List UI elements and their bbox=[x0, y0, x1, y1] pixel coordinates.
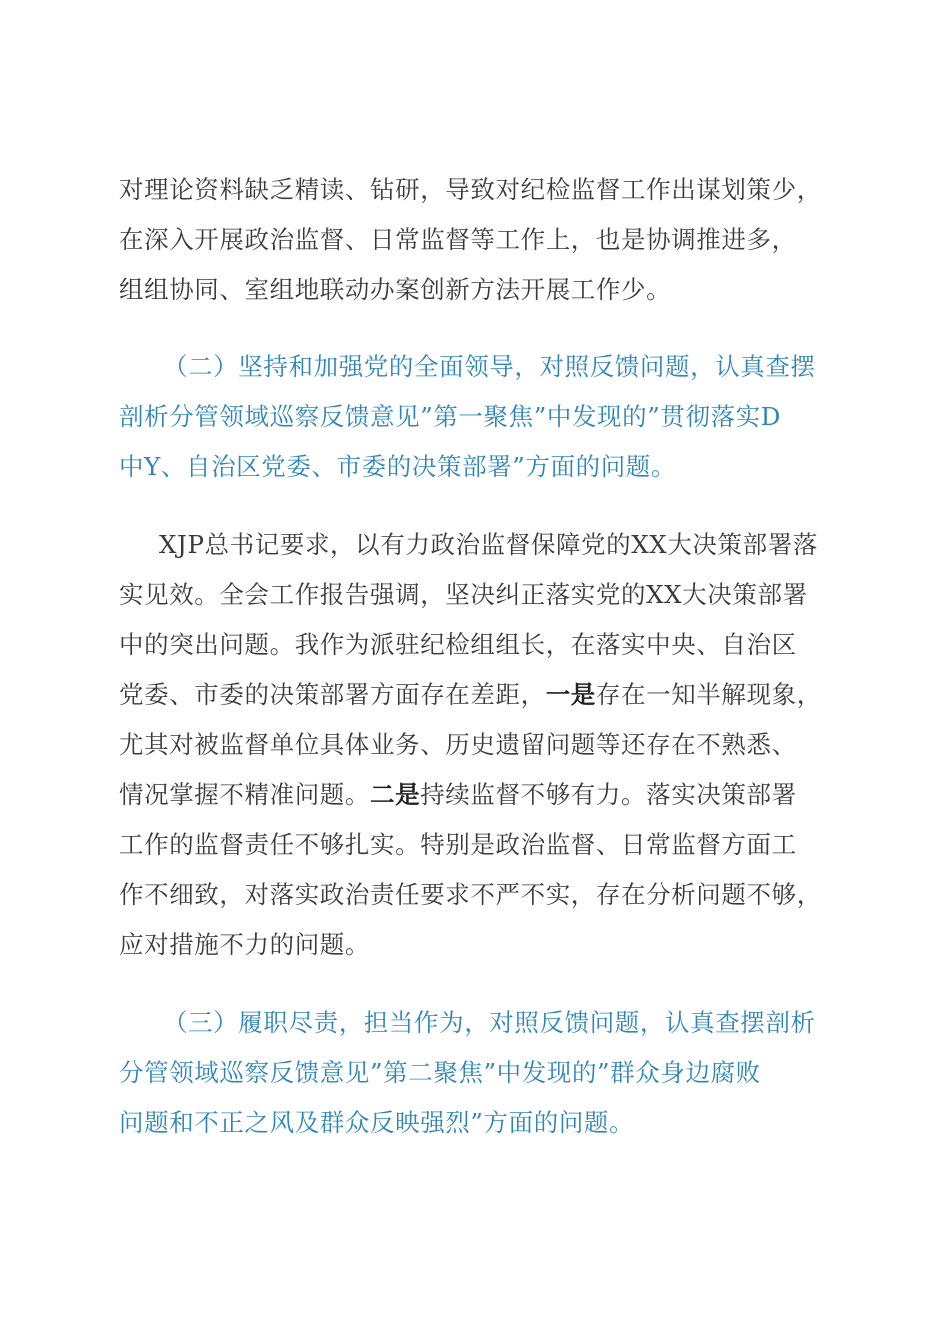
text-segment: 情况掌握不精准问题。 bbox=[119, 780, 370, 809]
text-line: 组组协同、室组地联动办案创新方法开展工作少。 bbox=[119, 275, 672, 304]
text-line: XJP总书记要求，以有力政治监督保障党的XX大决策部署落 bbox=[159, 530, 818, 559]
emphasis-second: 二是 bbox=[370, 780, 421, 809]
heading-line: 问题和不正之风及群众反映强烈”方面的问题。 bbox=[119, 1108, 635, 1137]
text-line: 在深入开展政治监督、日常监督等工作上，也是协调推进多， bbox=[119, 225, 797, 254]
text-line bbox=[119, 780, 797, 810]
text-line: 实见效。全会工作报告强调，坚决纠正落实党的XX大决策部署 bbox=[119, 580, 808, 609]
heading-line: 中Y、自治区党委、市委的决策部署”方面的问题。 bbox=[119, 452, 676, 481]
heading-line: 分管领域巡察反馈意见”第二聚焦”中发现的”群众身边腐败 bbox=[119, 1058, 761, 1087]
text-line: 工作的监督责任不够扎实。特别是政治监督、日常监督方面工 bbox=[119, 830, 797, 859]
heading-line: （二）坚持和加强党的全面领导，对照反馈问题，认真查摆 bbox=[163, 352, 816, 381]
text-line: 应对措施不力的问题。 bbox=[119, 930, 370, 959]
heading-line: （三）履职尽责，担当作为，对照反馈问题，认真查摆剖析 bbox=[163, 1008, 816, 1037]
text-segment: 党委、市委的决策部署方面存在差距， bbox=[119, 680, 546, 709]
text-line: 中的突出问题。我作为派驻纪检组组长，在落实中央、自治区 bbox=[119, 630, 797, 659]
emphasis-first: 一是 bbox=[545, 680, 596, 709]
text-line: 尤其对被监督单位具体业务、历史遗留问题等还存在不熟悉、 bbox=[119, 730, 797, 759]
text-segment: 存在一知半解现象， bbox=[595, 680, 822, 709]
text-line: 作不细致，对落实政治责任要求不严不实，存在分析问题不够， bbox=[119, 880, 822, 909]
text-line: 对理论资料缺乏精读、钻研，导致对纪检监督工作出谋划策少， bbox=[119, 175, 822, 204]
text-segment: 持续监督不够有力。落实决策部署 bbox=[420, 780, 797, 809]
heading-line: 剖析分管领域巡察反馈意见”第一聚焦”中发现的”贯彻落实D bbox=[119, 402, 782, 431]
text-line bbox=[119, 680, 822, 710]
